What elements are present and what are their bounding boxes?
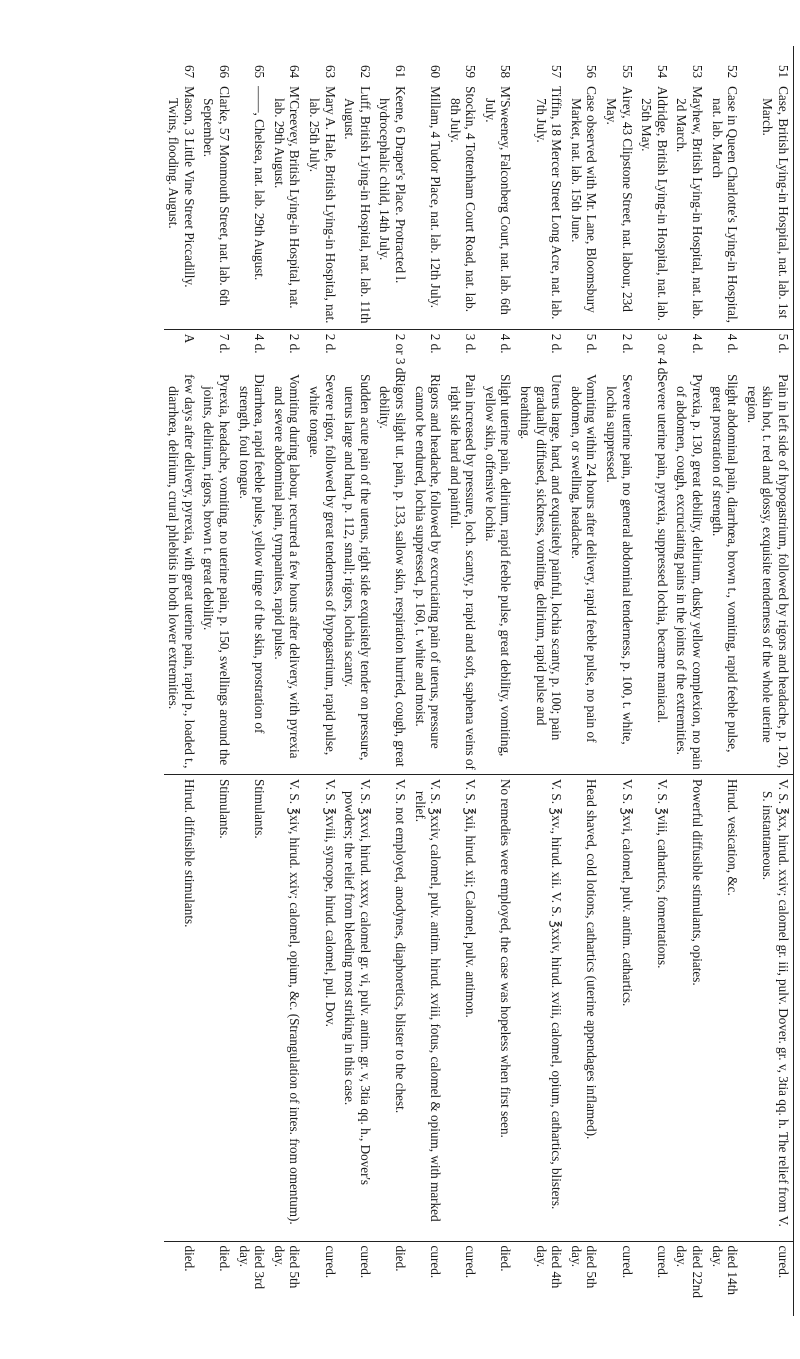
- case-duration: 2 or 3 d.: [392, 333, 408, 378]
- case-description: Aldridge, British Lying-in Hospital, nat. lab. 25th May.: [639, 86, 670, 321]
- case-number: 56: [584, 64, 600, 79]
- case-symptoms: Uterus large, hard, and exquisitely painful, lochia scanty, p. 100; pain gradually diffused, sickness, vomiting, delirium, rapid pulse and breathing.: [518, 374, 565, 741]
- case-number: 63: [322, 64, 338, 79]
- case-result: died 5th day.: [271, 1245, 303, 1289]
- case-number: 67: [181, 64, 197, 79]
- case-treatment: V. S. ℥xiv, hirud. xxiv; calomel, opium, &c. (Strangulation of intes. from omentum).: [287, 778, 303, 1225]
- case-duration: 2 d.: [322, 333, 338, 354]
- case-description: Clarke, 57 Monmouth Street, nat. lab. 6th September.: [201, 86, 232, 306]
- case-result: cured.: [776, 1245, 791, 1279]
- case-symptoms: Slight abdominal pain, diarrhœa, brown t., vomiting, rapid feeble pulse, great prostration of strength.: [709, 374, 741, 753]
- case-description: Stockin, 4 Tottenham Court Road, nat. lab. 8th July.: [447, 86, 479, 313]
- case-description: Mason, 3 Little Vine Street Piccadilly. Twins, flooding. August.: [166, 86, 197, 288]
- case-result: died.: [392, 1245, 408, 1272]
- case-result: died 4th day.: [533, 1245, 565, 1289]
- table-row: [304, 46, 339, 1316]
- case-treatment: Stimulants.: [217, 778, 232, 839]
- case-treatment: No remedies were employed, the case was hopeless when first seen.: [498, 778, 514, 1138]
- case-duration: 4 d.: [498, 333, 514, 354]
- case-symptoms: Pain increased by pressure, loch. scanty, p. rapid and soft, saphena veins of right side hard and painful.: [447, 374, 479, 770]
- case-treatment: V. S. ℥xv., hirud. xii. V. S. ℥xxiv, hirud. xviii, calomel, opium, cathartics, blisters.: [549, 778, 565, 1210]
- case-treatment: V. S. ℥xxiv, calomel, pulv. antim. hirud. xviii, fotus, calomel & opium, with marked relief.: [412, 778, 444, 1222]
- case-number: 54: [654, 64, 670, 79]
- table-row: [269, 46, 304, 1316]
- case-table-body: [164, 46, 794, 1316]
- case-treatment: V. S. not employed, anodynes, diaphoretics, blister to the chest.: [392, 778, 408, 1114]
- table-row: [234, 46, 269, 1316]
- case-symptoms: Severe uterine pain, pyrexia, suppressed lochia, became maniacal.: [654, 374, 670, 724]
- case-number: 65: [252, 64, 268, 79]
- case-duration: 2 d.: [549, 333, 565, 354]
- case-description: ——, Chelsea, nat. lab. 29th August.: [252, 86, 268, 281]
- case-symptoms: Rigors and headache, followed by excruciating pain of uterus, pressure cannot be endured, lochia suppressed, p. 160, t. white and moist.: [412, 374, 444, 749]
- case-treatment: V. S. ℥viii, cathartics, fomentations.: [654, 778, 670, 969]
- case-treatment: V. S. ℥xxvi, hirud. xxxv, calomel gr. vi, pulv. antim. gr. v, 3tia qq. h., Dover's powders; the relief from bleeding most striking in this case.: [342, 778, 373, 1186]
- case-duration: 2 d.: [428, 333, 444, 354]
- case-treatment: Hirud. diffusible stimulants.: [181, 778, 197, 928]
- case-duration: A: [181, 333, 197, 344]
- case-number: 62: [357, 64, 373, 79]
- case-treatment: Powerful diffusible stimulants, opiates.: [690, 778, 706, 986]
- case-number: 58: [498, 64, 514, 79]
- table-row: [516, 46, 567, 1316]
- case-result: cured.: [357, 1245, 373, 1279]
- case-treatment: V. S. ℥xvi, calomel, pulv. antim. cathartics.: [619, 778, 635, 1007]
- case-description: Case, British Lying-in Hospital, nat. lab. 1st March.: [760, 86, 791, 319]
- case-number: 52: [725, 64, 741, 79]
- case-description: Airey, 43 Clipstone Street, nat. labour, 23d May.: [604, 86, 635, 312]
- table-row: [410, 46, 445, 1316]
- case-duration: 4 d.: [252, 333, 268, 354]
- case-result: cured.: [654, 1245, 670, 1279]
- case-symptoms: Severe uterine pain, no general abdominal tenderness, p. 100, t. white, lochia suppressed.: [604, 374, 635, 745]
- table-row: [707, 46, 742, 1316]
- case-result: cured.: [619, 1245, 635, 1279]
- case-number: 64: [287, 64, 303, 79]
- case-symptoms: Vomiting within 24 hours after delivery, rapid feeble pulse, no pain of abdomen, or swelling, headache.: [568, 374, 600, 743]
- case-number: 59: [463, 64, 479, 79]
- case-number: 60: [428, 64, 444, 79]
- table-row: [375, 46, 410, 1316]
- case-duration: 3 d.: [463, 333, 479, 354]
- case-number: 61: [392, 64, 408, 79]
- case-description: M'Sweeney, Falconberg Court, nat. lab. 6th July.: [482, 86, 514, 315]
- case-result: died.: [498, 1245, 514, 1272]
- case-result: cured.: [428, 1245, 444, 1279]
- case-treatment: V. S. ℥xviii, syncope, hirud. calomel, pul. Dov.: [322, 778, 338, 1027]
- case-description: Keene, 6 Draper's Place. Protracted l. hydrocephalic child, 14th July.: [377, 86, 408, 284]
- case-description: Tiffin, 18 Mercer Street Long Acre, nat. lab. 7th July.: [533, 86, 565, 320]
- case-symptoms: Pyrexia, headache, vomiting, no uterine pain, p. 150, swellings around the joints, delirium, rigors, brown t. great debility.: [201, 374, 232, 766]
- case-result: died 14th day.: [709, 1245, 741, 1295]
- case-description: Case in Queen Charlotte's Lying-in Hospital, nat. lab. March: [709, 86, 741, 323]
- case-treatment: Head shaved, cold lotions, cathartics (uterine appendages inflamed).: [584, 778, 600, 1140]
- case-duration: 5 d.: [776, 333, 791, 354]
- case-symptoms: Slight uterine pain, delirium, rapid feeble pulse, great debility, vomiting, yellow skin, offensive lochia.: [482, 374, 514, 757]
- case-duration: 4 d.: [690, 333, 706, 354]
- case-symptoms: Diarrhœa, rapid feeble pulse, yellow tinge of the skin, prostration of strength, foul tongue.: [236, 374, 268, 734]
- case-result: cured.: [463, 1245, 479, 1279]
- case-duration: 5 d.: [584, 333, 600, 354]
- case-symptoms: Severe rigor, followed by great tenderness of hypogastrium, rapid pulse, white tongue.: [306, 374, 338, 756]
- case-duration: 4 d.: [725, 333, 741, 354]
- case-symptoms: few days after delivery, pyrexia, with great uterine pain, rapid p., loaded t., diarrhœa, delirium, crural phlebitis in both lower extremities.: [166, 374, 197, 769]
- case-table: [164, 46, 794, 1316]
- case-symptoms: Rigors slight ut. pain, p. 133, sallow skin, respiration hurried, cough, great debility.: [377, 374, 408, 767]
- case-symptoms: Pyrexia, p. 130, great debility, delirium, dusky yellow complexion, no pain of abdomen, cough, excruciating pains in the joints of the extremities.: [674, 374, 706, 770]
- case-result: cured.: [322, 1245, 338, 1279]
- case-duration: 3 or 4 d.: [654, 333, 670, 378]
- case-number: 51: [776, 64, 791, 79]
- table-row: [566, 46, 601, 1316]
- case-number: 57: [549, 64, 565, 79]
- case-description: Case observed with Mr. Lane, Bloomsbury Market, nat. lab. 15th June.: [568, 86, 600, 313]
- case-number: 55: [619, 64, 635, 79]
- case-number: 66: [217, 64, 232, 79]
- case-number: 53: [690, 64, 706, 79]
- table-row: [672, 46, 707, 1316]
- case-treatment: V. S. ℥xx, hirud. xxiv; calomel gr. iii, pulv. Dover. gr. v, 3tia qq. h. The relief from V. S. instantaneous.: [760, 778, 791, 1227]
- table-row: [164, 46, 199, 1316]
- table-row: [199, 46, 234, 1316]
- table-row: [445, 46, 480, 1316]
- case-description: Luff, British Lying-in Hospital, nat. lab. 11th August.: [342, 86, 373, 324]
- table-row: [742, 46, 793, 1316]
- case-treatment: Hirud. vesication, &c.: [725, 778, 741, 896]
- case-duration: 7 d.: [217, 333, 232, 354]
- case-treatment: V. S. ℥xii, hirud. xii; Calomel, pulv. antimon.: [463, 778, 479, 1018]
- case-result: died 3rd day.: [236, 1245, 268, 1290]
- case-result: died 22nd day.: [674, 1245, 706, 1298]
- case-result: died.: [217, 1245, 232, 1272]
- table-row: [637, 46, 672, 1316]
- case-symptoms: Pain in left side of hypogastrium, followed by rigors and headache, p. 120, skin hot, t. red and glossy, exquisite tenderness of the whole uterine region.: [744, 374, 791, 769]
- case-description: M'Creevey, British Lying-in Hospital, nat. lab. 29th August.: [271, 86, 303, 309]
- table-row: [601, 46, 636, 1316]
- case-result: died 5th day.: [568, 1245, 600, 1289]
- table-row: [340, 46, 375, 1316]
- case-duration: 2 d.: [287, 333, 303, 354]
- case-symptoms: Sudden acute pain of the uterus, right side exquisitely tender on pressure, uterus large and hard, p. 112, small; rigors, lochia scanty.: [342, 374, 373, 761]
- case-treatment: Stimulants.: [252, 778, 268, 839]
- case-description: Millam, 4 Tudor Place, nat. lab. 12th July.: [428, 86, 444, 308]
- case-duration: 2 d.: [619, 333, 635, 354]
- case-result: died.: [181, 1245, 197, 1272]
- table-row: [480, 46, 515, 1316]
- case-description: Mayhew, British Lying-in Hospital, nat. lab. 2d March.: [674, 86, 706, 320]
- case-symptoms: Vomiting during labour, recurred a few hours after delivery, with pyrexia and severe abdominal pain, tympanites, rapid pulse.: [271, 374, 303, 759]
- case-description: Mary A. Hale, British Lying-in Hospital, nat. lab. 25th July.: [306, 86, 338, 324]
